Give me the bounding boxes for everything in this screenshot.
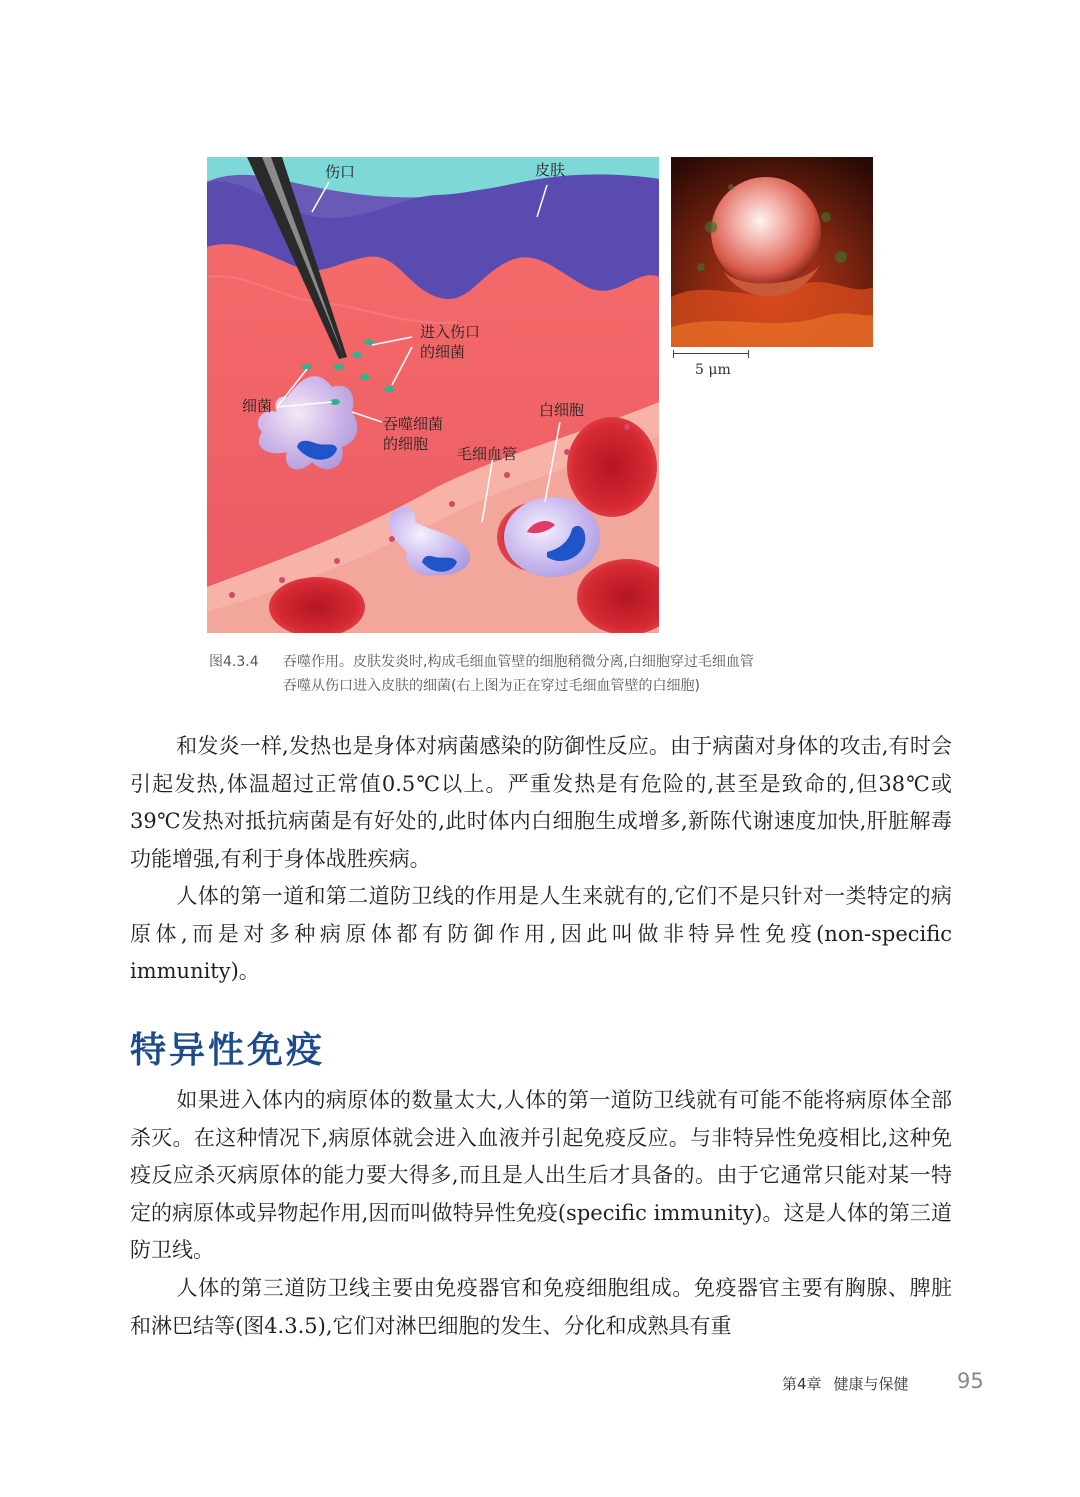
caption-line-2: 吞噬从伤口进入皮肤的细菌(右上图为正在穿过毛细血管壁的白细胞) xyxy=(283,678,700,694)
section-title-specific-immunity: 特异性免疫 xyxy=(130,1030,326,1071)
label-skin: 皮肤 xyxy=(535,161,566,179)
paragraph-nonspecific-text: 人体的第一道和第二道防卫线的作用是人生来就有的,它们不是只针对一类特定的病原体,而是对多种病原体都有防御作用,因此叫做非特异性免疫(non-specific immunity)。 xyxy=(130,884,952,983)
figure-number: 图4.3.4 xyxy=(209,654,259,670)
paragraph-fever-text: 和发炎一样,发热也是身体对病菌感染的防御性反应。由于病菌对身体的攻击,有时会引起发热,体温超过正常值0.5℃以上。严重发热是有危险的,甚至是致命的,但38℃或39℃发热对抵抗病菌是有好处的,此时体内白细胞生成增多,新陈代谢速度加快,肝脏解毒功能增强,有利于身体战胜疾病。 xyxy=(130,734,952,871)
paragraph-third-defense xyxy=(130,1270,952,1345)
label-phagocyte-2: 的细胞 xyxy=(383,435,429,453)
label-bacteria: 细菌 xyxy=(242,397,273,415)
label-phagocyte-1: 吞噬细菌 xyxy=(383,415,444,433)
caption-line-1: 吞噬作用。皮肤发炎时,构成毛细血管壁的细胞稍微分离,白细胞穿过毛细血管 xyxy=(283,654,754,670)
white-blood-cell-micrograph xyxy=(671,157,873,347)
paragraph-fever xyxy=(130,728,952,878)
running-footer xyxy=(782,1373,921,1394)
scale-bar xyxy=(673,350,749,358)
label-white-blood-cell: 白细胞 xyxy=(539,401,585,419)
label-capillary: 毛细血管 xyxy=(457,445,518,463)
chapter-number: 第4章 xyxy=(782,1375,822,1393)
scale-label: 5 μm xyxy=(695,362,731,378)
label-bacteria-entering-2: 的细菌 xyxy=(420,343,466,361)
label-bacteria-entering-1: 进入伤口 xyxy=(420,323,481,341)
paragraph-specific-immunity xyxy=(130,1082,952,1270)
phagocytosis-illustration xyxy=(207,157,659,633)
paragraph-third-defense-text: 人体的第三道防卫线主要由免疫器官和免疫细胞组成。免疫器官主要有胸腺、脾脏和淋巴结等(图4.3.5),它们对淋巴细胞的发生、分化和成熟具有重 xyxy=(130,1276,952,1338)
paragraph-specific-text: 如果进入体内的病原体的数量太大,人体的第一道防卫线就有可能不能将病原体全部杀灭。在这种情况下,病原体就会进入血液并引起免疫反应。与非特异性免疫相比,这种免疫反应杀灭病原体的能力要大得多,而且是人出生后才具备的。由于它通常只能对某一特定的病原体或异物起作用,因而叫做特异性免疫(specific immunity)。这是人体的第三道防卫线。 xyxy=(130,1088,952,1262)
paragraph-nonspecific-immunity xyxy=(130,878,952,991)
figure-caption xyxy=(209,650,889,698)
chapter-title: 健康与保健 xyxy=(833,1375,909,1393)
label-wound: 伤口 xyxy=(325,163,356,181)
page-number: 95 xyxy=(957,1369,984,1393)
